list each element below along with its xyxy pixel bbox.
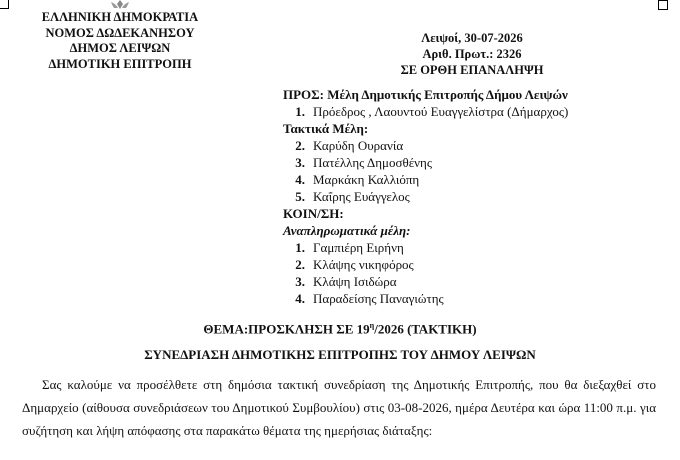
issuer-prefecture: ΝΟΜΟΣ ΔΩΔΕΚΑΝΗΣΟΥ [45, 25, 195, 40]
list-item: 5. Καΐρης Ευάγγελος [295, 189, 410, 204]
issuer-municipality: ΔΗΜΟΣ ΛΕΙΨΩΝ [69, 41, 171, 55]
issuer-block [20, 10, 220, 72]
subject-line-2: ΣΥΝΕΔΡΙΑΣΗ ΔΗΜΟΤΙΚΗΣ ΕΠΙΤΡΟΠΗΣ ΤΟΥ ΔΗΜΟΥ ΛΕΙΨΩΝ [144, 347, 536, 362]
recipients-list [283, 86, 568, 307]
to-label: ΠΡΟΣ: Μέλη Δημοτικής Επιτροπής Δήμου Λειψών [283, 87, 568, 102]
correction-note: ΣΕ ΟΡΘΗ ΕΠΑΝΑΛΗΨΗ [400, 63, 544, 77]
issuer-country: ΕΛΛΗΝΙΚΗ ΔΗΜΟΚΡΑΤΙΑ [41, 10, 199, 24]
subject-line: ΘΕΜΑ:ΠΡΟΣΚΛΗΣΗ ΣΕ $19^\eta/2026$ (ΤΑΚΤΙΚΗ) [203, 321, 477, 337]
reference-block [372, 30, 572, 78]
issuer-committee: ΔΗΜΟΤΙΚΗ ΕΠΙΤΡΟΠΗ [48, 56, 192, 71]
emblem-icon [108, 0, 132, 10]
list-item: 4. Μαρκάκη Καλλιόπη [295, 172, 420, 187]
list-item: 4. Παραδείσης Παναγιώτης [295, 291, 444, 306]
list-item: 3. Πατέλλης Δημοσθένης [295, 155, 432, 170]
list-item: 2. Καρύδη Ουρανία [295, 138, 404, 153]
alternate-members-label: Αναπληρωματικά μέλη: [283, 223, 411, 238]
page-corner-right [658, 0, 668, 10]
invitation-body [22, 373, 656, 442]
list-item: 1. Γαμπιέρη Ειρήνη [295, 240, 404, 255]
cc-label: ΚΟΙΝ/ΣΗ: [283, 206, 344, 221]
list-item: 2. Κλάψης νικηφόρος [295, 257, 414, 272]
list-item: 3. Κλάψη Ισιδώρα [295, 274, 397, 289]
protocol-number: Αριθ. Πρωτ.: 2326 [422, 47, 522, 61]
place-date: Λειψοί, 30-07-2026 [421, 31, 523, 45]
page-corner-left [0, 0, 9, 9]
invitation-paragraph: Σας καλούμε να προσέλθετε στη δημόσια τακτική συνεδρίαση της Δημοτικής Επιτροπής, που θα διεξαχθεί στο Δημαρχείο (αίθουσα συνεδριάσεων του Δημοτικού Συμβουλίου) στις 03-08-2026, ημέρα Δευτέρα και ώρα 11:00 π.μ. για συζήτηση και λήψη απόφασης στα παρακάτω θέματα της ημερήσιας διάταξης: [22, 377, 656, 438]
list-item: 1. Πρόεδρος , Λαουντού Ευαγγελίστρα (Δήμαρχος) [295, 104, 569, 119]
regular-members-label: Τακτικά Μέλη: [283, 121, 369, 136]
